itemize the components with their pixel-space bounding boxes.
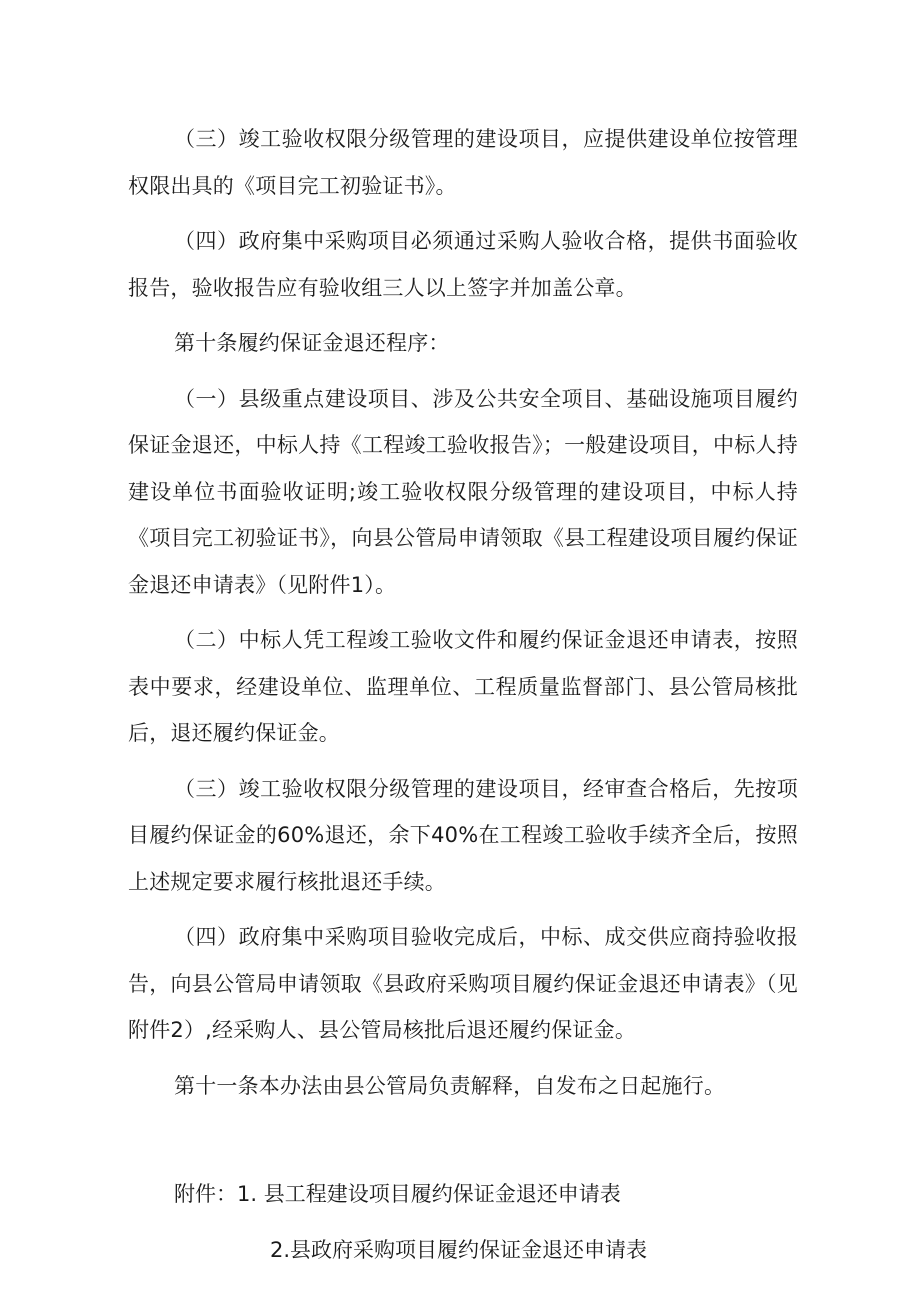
attachment-line-1 <box>128 1171 798 1218</box>
attachment-item-2: 2.县政府采购项目履约保证金退还申请表 <box>270 1237 648 1262</box>
paragraph-article-10-heading: 第十条履约保证金退还程序： <box>174 331 450 355</box>
document-body <box>128 116 798 1273</box>
paragraph-refund-1: （一）县级重点建设项目、涉及公共安全项目、基础设施项目履约保证金退还，中标人持《工程竣工验收报告》；一般建设项目，中标人持建设单位书面验收证明;竣工验收权限分级管理的建设项目，中标人持《项目完工初验证书》，向县公管局申请领取《县工程建设项目履约保证金退还申请表》（见附件1）。 <box>128 386 798 597</box>
paragraph-refund-2: （二）中标人凭工程竣工验收文件和履约保证金退还申请表，按照表中要求，经建设单位、监理单位、工程质量监督部门、县公管局核批后，退还履约保证金。 <box>128 628 798 745</box>
paragraph-refund-3: （三）竣工验收权限分级管理的建设项目，经审查合格后，先按项目履约保证金的60%退还，余下40%在工程竣工验收手续齐全后，按照上述规定要求履行核批退还手续。 <box>128 776 798 894</box>
attachment-label: 附件： <box>174 1182 237 1206</box>
paragraph-article-11: 第十一条本办法由县公管局负责解释，自发布之日起施行。 <box>174 1073 726 1098</box>
paragraph-refund-4: （四）政府集中采购项目验收完成后，中标、成交供应商持验收报告，向县公管局申请领取《县政府采购项目履约保证金退还申请表》（见附件2）,经采购人、县公管局核批后退还履约保证金。 <box>128 925 798 1042</box>
attachment-item-1: 1. 县工程建设项目履约保证金退还申请表 <box>237 1182 621 1206</box>
paragraph-clause-3-acceptance: （三）竣工验收权限分级管理的建设项目，应提供建设单位按管理权限出具的《项目完工初验证书》。 <box>128 127 798 198</box>
paragraph-clause-4-procurement: （四）政府集中采购项目必须通过采购人验收合格，提供书面验收报告，验收报告应有验收组三人以上签字并加盖公章。 <box>128 229 798 300</box>
